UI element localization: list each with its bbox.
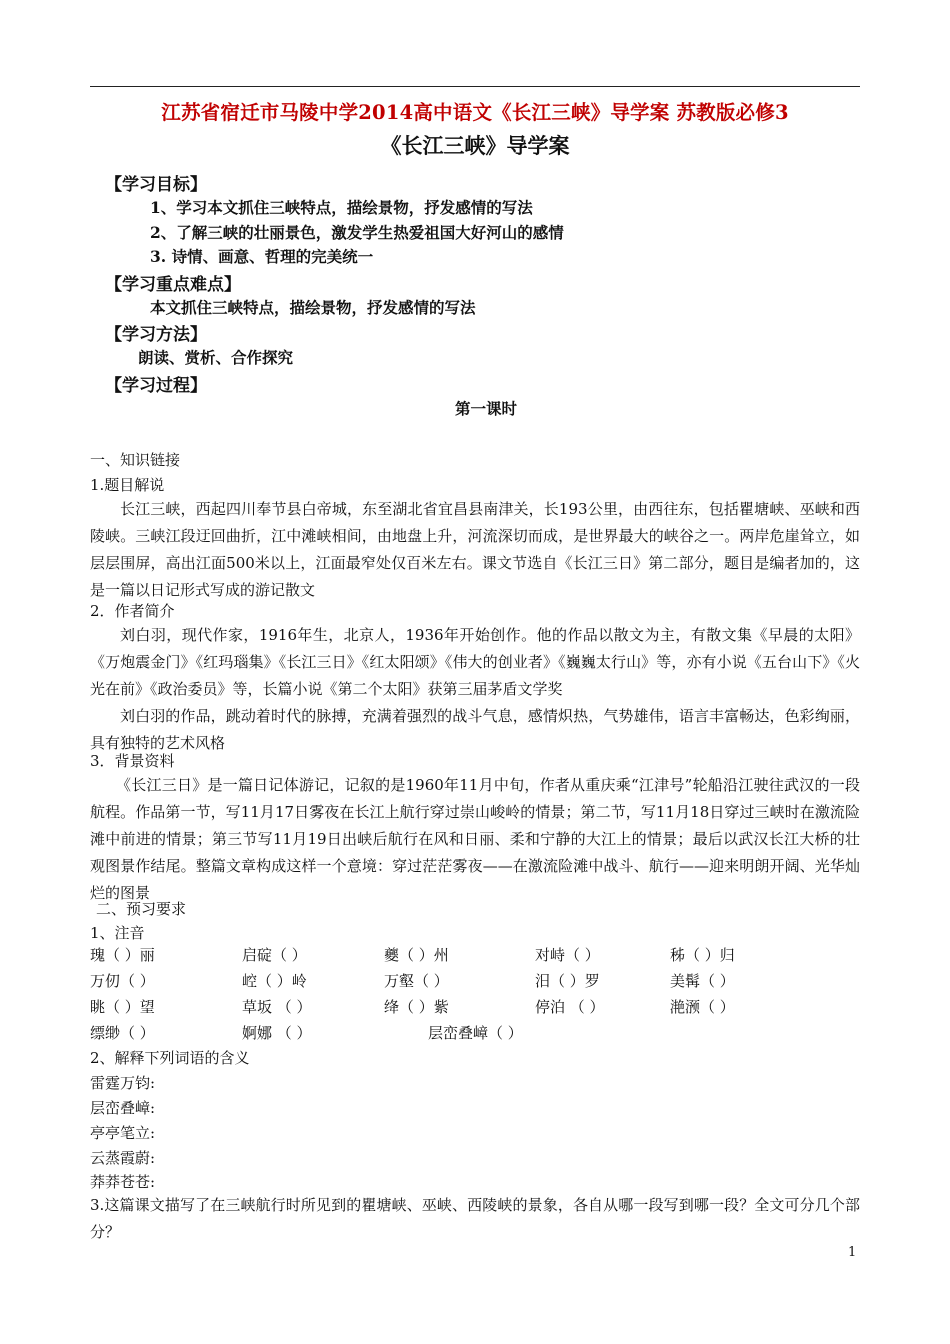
pinyin-item: 停泊 （ ） <box>535 998 605 1016</box>
pinyin-item: 万仞（ ） <box>90 972 155 990</box>
document-title: 《长江三峡》导学案 <box>380 133 570 158</box>
pinyin-row <box>90 944 870 971</box>
pinyin-item: 秭（ ）归 <box>670 946 735 964</box>
background-paragraph: 《长江三日》是一篇日记体游记，记叙的是1960年11月中旬，作者从重庆乘“江津号”轮船沿江驶往武汉的一段航程。作品第一节，写11月17日雾夜在长江上航行穿过崇山峻岭的情景；第二节，写11月18日穿过三峡时在激流险滩中前进的情景；第三节写11月19日出峡后航行在风和日丽、柔和宁静的大江上的情景；最后以武汉长江大桥的壮观图景作结尾。整篇文章构成这样一个意境：穿过茫茫雾夜——在激流险滩中战斗、航行——迎来明朗开阔、光华灿烂的图景 <box>90 776 860 902</box>
section1-sub1: 1.题目解说 <box>90 476 165 494</box>
pinyin-item: 缥缈（ ） <box>90 1024 155 1042</box>
section1-sub2-text <box>90 622 860 757</box>
key-points-heading: 【学习重点难点】 <box>105 275 241 295</box>
pinyin-item: 绛（ ）紫 <box>384 998 449 1016</box>
pinyin-item: 草坂 （ ） <box>242 998 312 1016</box>
section1-sub3: 3．背景资料 <box>90 752 175 770</box>
page-number: 1 <box>848 1245 857 1260</box>
pinyin-item: 汨（ ）罗 <box>535 972 600 990</box>
question-3-text: 3.这篇课文描写了在三峡航行时所见到的瞿塘峡、巫峡、西陵峡的景象，各自从哪一段写到哪一段？全文可分几个部分？ <box>90 1196 860 1241</box>
author-paragraph-1: 刘白羽，现代作家，1916年生，北京人，1936年开始创作。他的作品以散文为主，有散文集《早晨的太阳》《万炮震金门》《红玛瑙集》《长江三日》《红太阳颂》《伟大的创业者》《巍巍太行山》等，亦有小说《五台山下》《火光在前》《政治委员》等，长篇小说《第二个太阳》获第三届茅盾文学奖 <box>90 626 860 698</box>
section1-sub2: 2．作者简介 <box>90 602 175 620</box>
process-heading: 【学习过程】 <box>105 376 207 396</box>
topic-explanation-paragraph: 长江三峡，西起四川奉节县白帝城，东至湖北省宜昌县南津关，长193公里，由西往东，包括瞿塘峡、巫峡和西陵峡。三峡江段迂回曲折，江中滩峡相间，由地盘上升，河流深切而成，是世界最大的峡谷之一。两岸危崖耸立，如层层围屏，高出江面500米以上，江面最窄处仅百米左右。课文节选自《长江三日》第二部分，题目是编者加的，这是一篇以日记形式写成的游记散文 <box>90 500 860 599</box>
pinyin-item: 夔（ ）州 <box>384 946 449 964</box>
pinyin-row <box>90 1022 870 1049</box>
section1-sub1-text <box>90 496 860 604</box>
pinyin-item: 万壑（ ） <box>384 972 449 990</box>
methods-heading: 【学习方法】 <box>105 325 207 345</box>
pinyin-item: 婀娜 （ ） <box>242 1024 312 1042</box>
section2-heading: 二、预习要求 <box>96 900 187 918</box>
pinyin-item: 眺（ ）望 <box>90 998 155 1016</box>
lesson-label: 第一课时 <box>455 399 518 418</box>
section1-sub3-text <box>90 772 860 907</box>
pinyin-item: 层峦叠嶂（ ） <box>428 1024 523 1042</box>
pinyin-item: 瑰（ ）丽 <box>90 946 155 964</box>
key-points-text: 本文抓住三峡特点，描绘景物，抒发感情的写法 <box>150 298 476 317</box>
section2-sub2: 2、解释下列词语的含义 <box>90 1049 250 1067</box>
pinyin-row <box>90 996 870 1023</box>
pinyin-item: 美髯（ ） <box>670 972 735 990</box>
goal-item-2: 2、了解三峡的壮丽景色，激发学生热爱祖国大好河山的感情 <box>150 223 564 242</box>
author-paragraph-2: 刘白羽的作品，跳动着时代的脉搏，充满着强烈的战斗气息，感情炽热，气势雄伟，语言丰富畅达，色彩绚丽，具有独特的艺术风格 <box>90 707 860 752</box>
section1-heading: 一、知识链接 <box>90 451 181 469</box>
term-4: 云蒸霞蔚: <box>90 1149 156 1167</box>
document-red-title: 江苏省宿迁市马陵中学2014高中语文《长江三峡》导学案 苏教版必修3 <box>161 101 789 124</box>
pinyin-item: 启碇（ ） <box>242 946 307 964</box>
question-3 <box>90 1192 860 1246</box>
term-1: 雷霆万钧: <box>90 1074 156 1092</box>
pinyin-row <box>90 970 870 997</box>
goal-item-1: 1、学习本文抓住三峡特点，描绘景物，抒发感情的写法 <box>150 198 533 217</box>
pinyin-item: 滟滪（ ） <box>670 998 735 1016</box>
goal-item-3: 3. 诗情、画意、哲理的完美统一 <box>150 247 374 266</box>
pinyin-item: 对峙（ ） <box>535 946 600 964</box>
term-2: 层峦叠嶂: <box>90 1099 156 1117</box>
section2-sub1: 1、注音 <box>90 924 145 942</box>
goals-heading: 【学习目标】 <box>105 175 207 195</box>
pinyin-item: 崆（ ）岭 <box>242 972 307 990</box>
methods-text: 朗读、赏析、合作探究 <box>138 348 294 367</box>
header-rule <box>90 86 860 87</box>
term-3: 亭亭笔立: <box>90 1124 156 1142</box>
term-5: 莽莽苍苍: <box>90 1173 156 1191</box>
